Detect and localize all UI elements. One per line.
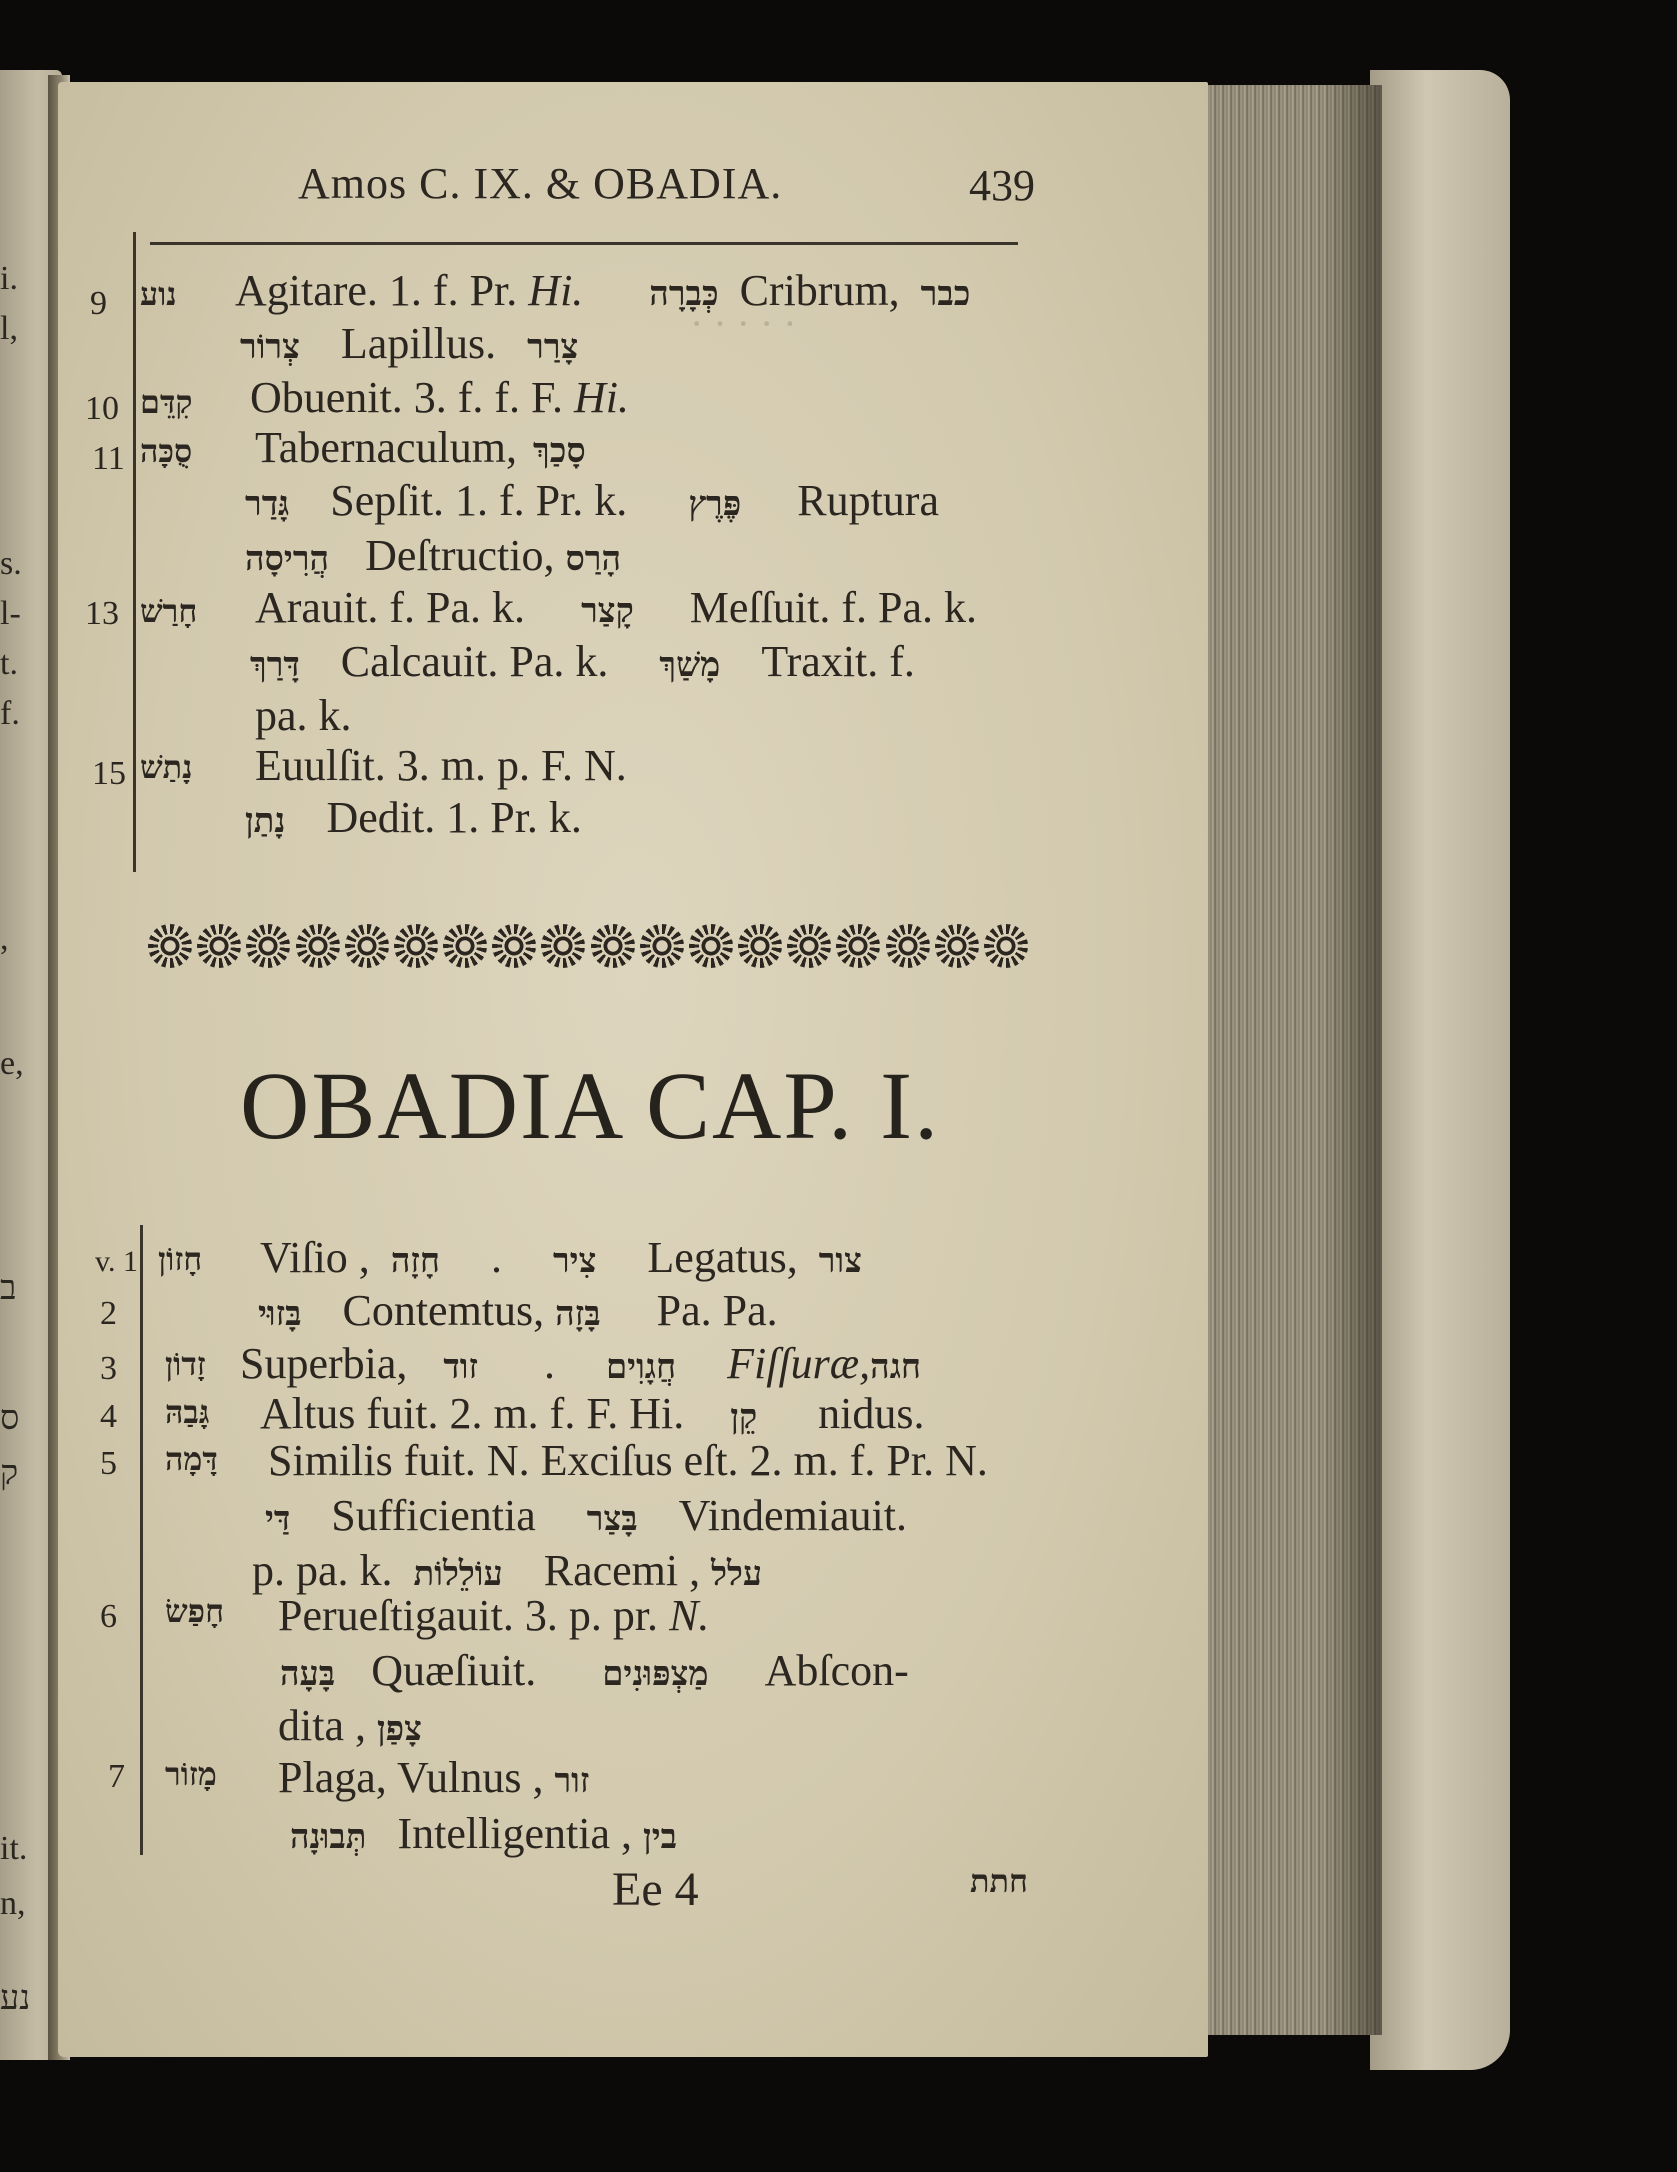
prev-edge-text: l, xyxy=(0,310,18,347)
lexicon-line: Superbia, זוד . חֲגָוִים Fiſſuræ,חגה xyxy=(240,1339,922,1388)
ornament-band xyxy=(148,916,1028,976)
prev-edge-text: l- xyxy=(0,595,21,632)
lexicon-line: בָּעָה Quæſiuit. מַצְפּוּנִים Abſcon- xyxy=(280,1646,909,1695)
column-rule xyxy=(133,232,136,872)
root-word: חָזוֹן xyxy=(158,1240,203,1278)
lexicon-line: גָּדַר Sepſit. 1. f. Pr. k. פֶּרֶץ Ruptura xyxy=(245,476,939,525)
root-word: גָּבַהּ xyxy=(165,1393,210,1431)
ornament-flower xyxy=(886,924,930,968)
ornament-flower xyxy=(935,924,979,968)
signature-mark: Ee 4 xyxy=(612,1863,699,1916)
lexicon-line: Agitare. 1. f. Pr. Hi. כְּבָרָה Cribrum, כבר xyxy=(235,266,971,315)
verse-number: 2 xyxy=(100,1295,117,1332)
catchword: חתת xyxy=(970,1862,1028,1900)
ornament-flower xyxy=(984,924,1028,968)
verse-number: 11 xyxy=(92,440,125,477)
book-cover xyxy=(1370,70,1510,2070)
lexicon-line: Arauit. f. Pa. k. קָצַר Meſſuit. f. Pa. k. xyxy=(255,583,977,632)
prev-edge-text: s. xyxy=(0,545,22,582)
lexicon-line: Obuenit. 3. f. f. F. Hi. xyxy=(250,373,630,422)
lexicon-line: Similis fuit. N. Exciſus eſt. 2. m. f. Pr. N. xyxy=(268,1436,988,1485)
ornament-flower xyxy=(246,924,290,968)
prev-edge-text: נע xyxy=(0,1980,31,2017)
prev-edge-text: f. xyxy=(0,695,20,732)
ornament-flower xyxy=(591,924,635,968)
page-header xyxy=(60,158,1035,218)
ornament-flower xyxy=(640,924,684,968)
lexicon-line: Altus fuit. 2. m. f. F. Hi. קֵן nidus. xyxy=(260,1389,925,1438)
page-edges xyxy=(1205,85,1382,2035)
verse-number: 7 xyxy=(108,1758,125,1795)
prev-edge-text: n, xyxy=(0,1885,26,1922)
root-word: נָתַשׁ xyxy=(140,748,193,786)
ornament-flower xyxy=(394,924,438,968)
lexicon-line: צְרוֹר Lapillus. צָרַר xyxy=(240,319,579,368)
chapter-title: OBADIA CAP. I. xyxy=(240,1052,941,1159)
lexicon-line: הֲרִיסָה Deſtructio, הָרַס xyxy=(245,531,622,580)
root-word: מָזוֹר xyxy=(165,1755,217,1793)
root-word: חָפַשׂ xyxy=(165,1592,224,1630)
ornament-flower xyxy=(148,924,192,968)
lexicon-line: Euulſit. 3. m. p. F. N. xyxy=(255,741,627,790)
verse-number: 10 xyxy=(85,390,119,427)
column-rule xyxy=(140,1225,143,1855)
ornament-flower xyxy=(296,924,340,968)
ornament-flower xyxy=(836,924,880,968)
lexicon-line: דָּרַךְ Calcauit. Pa. k. מָשַׁךְ Traxit. f. xyxy=(250,637,915,686)
lexicon-line: Tabernaculum, סָכַךְ xyxy=(255,423,586,472)
ornament-flower xyxy=(197,924,241,968)
page-number: 439 xyxy=(969,161,1035,210)
verse-number: 4 xyxy=(100,1398,117,1435)
verse-number: 13 xyxy=(85,595,119,632)
ornament-flower xyxy=(787,924,831,968)
verse-number: 15 xyxy=(92,755,126,792)
header-rule xyxy=(150,242,1018,245)
lexicon-line: dita , צָפַן xyxy=(278,1701,422,1750)
root-word: סֻכָּה xyxy=(140,432,193,470)
prev-edge-text: t. xyxy=(0,645,18,682)
ornament-flower xyxy=(689,924,733,968)
verse-number: 9 xyxy=(90,285,107,322)
lexicon-line: p. pa. k. עוֹלֵלוֹת Racemi , עלל xyxy=(252,1546,763,1595)
root-word: חָרַשׁ xyxy=(140,592,198,630)
lexicon-line: בָּזוּי Contemtus, בָּזָה Pa. Pa. xyxy=(258,1286,778,1335)
lexicon-line: pa. k. xyxy=(255,691,352,740)
root-word: דָּמָה xyxy=(165,1440,218,1478)
lexicon-line: דַּי Sufficientia בָּצַר Vindemiauit. xyxy=(265,1491,907,1540)
verse-number: 5 xyxy=(100,1445,117,1482)
lexicon-line: נָתַן Dedit. 1. Pr. k. xyxy=(245,793,582,842)
ornament-flower xyxy=(541,924,585,968)
verse-number: v. 1 xyxy=(95,1245,139,1278)
ornament-flower xyxy=(443,924,487,968)
running-title: Amos C. IX. & OBADIA. xyxy=(298,159,783,208)
root-word: קִדֵּם xyxy=(140,383,193,421)
verse-number: 6 xyxy=(100,1598,117,1635)
root-word: זָדוֹן xyxy=(165,1345,206,1383)
prev-edge-text: i. xyxy=(0,260,18,297)
verse-number: 3 xyxy=(100,1350,117,1387)
prev-edge-text: it. xyxy=(0,1830,28,1867)
lexicon-line: Perueſtigauit. 3. p. pr. N. xyxy=(278,1591,710,1640)
prev-edge-text: ב xyxy=(0,1270,17,1307)
bleed-through: · · · · · xyxy=(690,301,797,346)
ornament-flower xyxy=(738,924,782,968)
prev-edge-text: ס xyxy=(0,1400,20,1437)
prev-edge-text: , xyxy=(0,920,9,957)
lexicon-line: Viſio , חָזָה . צִיר Legatus, צור xyxy=(260,1233,862,1282)
lexicon-line: Plaga, Vulnus , זור xyxy=(278,1753,590,1802)
ornament-flower xyxy=(492,924,536,968)
prev-edge-text: ק xyxy=(0,1455,19,1492)
root-word: נוע xyxy=(140,275,177,313)
prev-edge-text: e, xyxy=(0,1045,24,1082)
ornament-flower xyxy=(345,924,389,968)
lexicon-line: תְּבוּנָה Intelligentia , בין xyxy=(290,1809,677,1858)
